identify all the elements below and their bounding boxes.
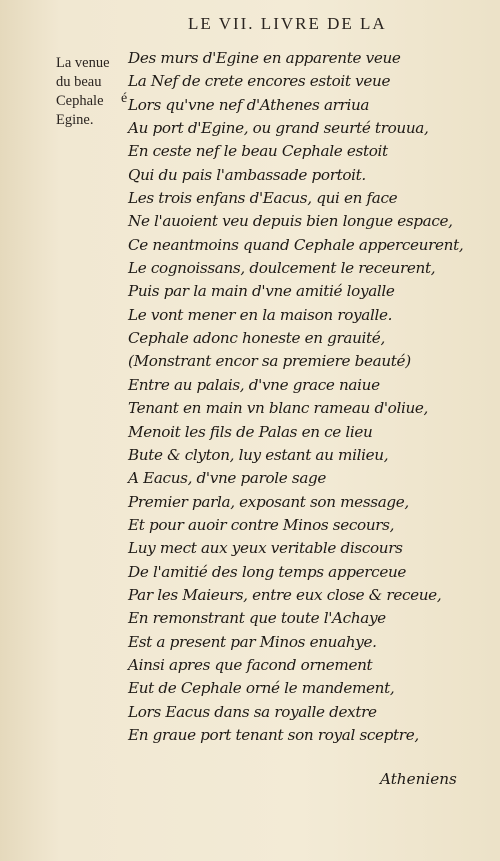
verse-line: En remonstrant que toute l'Achaye xyxy=(128,609,386,628)
verse-line: Des murs d'Egine en apparente veue xyxy=(128,49,401,67)
verse-line: Lors Eacus dans sa royalle dextre xyxy=(128,702,377,721)
verse-line: Au port d'Egine, ou grand seurté trouua, xyxy=(128,119,429,138)
verse-line: La Nef de crete encores estoit veue xyxy=(128,72,391,91)
verse-line: Lors qu'vne nef d'Athenes arriua xyxy=(128,95,370,114)
verse-line: En ceste nef le beau Cephale estoit xyxy=(128,142,388,161)
verse-line: Eut de Cephale orné le mandement, xyxy=(128,679,395,698)
catchword: Atheniens xyxy=(380,770,457,788)
verse-line: Le vont mener en la maison royalle. xyxy=(128,305,393,324)
verse-line: Entre au palais, d'vne grace naiue xyxy=(128,375,380,394)
verse-line: Tenant en main vn blanc rameau d'oliue, xyxy=(128,399,429,418)
verse-line: Menoit les fils de Palas en ce lieu xyxy=(128,422,373,441)
verse-line: Les trois enfans d'Eacus, qui en face xyxy=(128,189,398,208)
verse-line: Bute & clyton, luy estant au milieu, xyxy=(128,445,389,464)
verse-line: Ce neantmoins quand Cephale apperceurent, xyxy=(128,235,464,254)
verse-line: En graue port tenant son royal sceptre, xyxy=(128,725,419,744)
verse-line: Ne l'auoient veu depuis bien longue espace, xyxy=(128,212,453,231)
verse-line: Luy mect aux yeux veritable discours xyxy=(128,539,403,558)
verse-line: Par les Maieurs, entre eux close & receue, xyxy=(128,585,442,604)
verse-line: (Monstrant encor sa premiere beauté) xyxy=(128,352,411,371)
verse-line: Qui du pais l'ambassade portoit. xyxy=(128,165,366,184)
margin-note-line: La venue xyxy=(56,55,110,71)
verse-line: Premier parla, exposant son message, xyxy=(128,492,409,511)
verse-line: Et pour auoir contre Minos secours, xyxy=(128,515,395,534)
margin-note-line: Cephale xyxy=(56,93,104,109)
verse-line: De l'amitié des long temps apperceue xyxy=(128,562,407,581)
margin-mark: é xyxy=(121,91,128,106)
running-title: LE VII. LIVRE DE LA xyxy=(188,14,387,33)
verse-line: Est a present par Minos enuahye. xyxy=(128,632,377,651)
verse-block xyxy=(128,47,488,747)
verse-line: Ainsi apres que facond ornement xyxy=(128,655,373,674)
verse-line: Le cognoissans, doulcement le receurent, xyxy=(128,259,436,278)
verse-line: Cephale adonc honeste en grauité, xyxy=(128,329,385,348)
verse-line: Puis par la main d'vne amitié loyalle xyxy=(128,282,395,301)
margin-note-line: Egine. xyxy=(56,112,94,128)
margin-note-line: du beau xyxy=(56,74,102,90)
verse-line: A Eacus, d'vne parole sage xyxy=(128,469,327,488)
